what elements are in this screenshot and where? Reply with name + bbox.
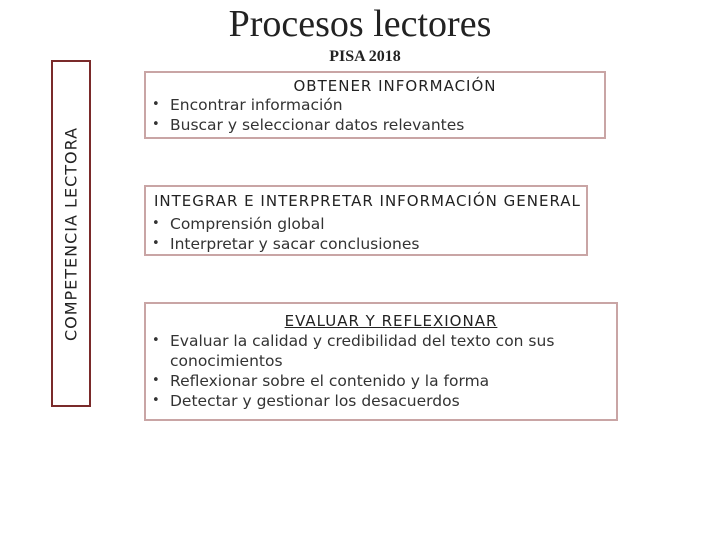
bullet: • [152,117,160,132]
list-item [146,115,604,135]
box-items-obtener [146,95,604,135]
item-text: Evaluar la calidad y credibilidad del texto con sus conocimientos [170,332,555,370]
box-obtener [144,71,606,139]
item-text: Buscar y seleccionar datos relevantes [170,116,465,134]
box-items-integrar [146,214,586,254]
item-text: Comprensión global [170,215,325,233]
bullet: • [152,97,160,112]
list-item [146,371,616,391]
item-text: Reflexionar sobre el contenido y la forma [170,372,490,390]
page-title: Procesos lectores [228,3,492,45]
bullet: • [152,393,160,408]
sidebar-label: COMPETENCIA LECTORA [61,126,81,341]
box-heading-obtener: OBTENER INFORMACIÓN [293,77,497,95]
list-item [146,95,604,115]
box-heading-integrar: INTEGRAR E INTERPRETAR INFORMACIÓN GENERAL [154,192,581,210]
box-evaluar [144,302,618,421]
list-item [146,391,616,411]
box-items-evaluar [146,331,616,411]
list-item [146,331,616,371]
page-subtitle: PISA 2018 [329,48,401,65]
sidebar-box [51,60,91,407]
list-item [146,214,586,234]
bullet: • [152,333,160,348]
bullet: • [152,373,160,388]
item-text: Detectar y gestionar los desacuerdos [170,392,460,410]
list-item [146,234,586,254]
item-text: Interpretar y sacar conclusiones [170,235,420,253]
box-integrar [144,185,588,256]
item-text: Encontrar información [170,96,343,114]
bullet: • [152,216,160,231]
bullet: • [152,236,160,251]
box-heading-evaluar: EVALUAR Y REFLEXIONAR [284,312,498,330]
